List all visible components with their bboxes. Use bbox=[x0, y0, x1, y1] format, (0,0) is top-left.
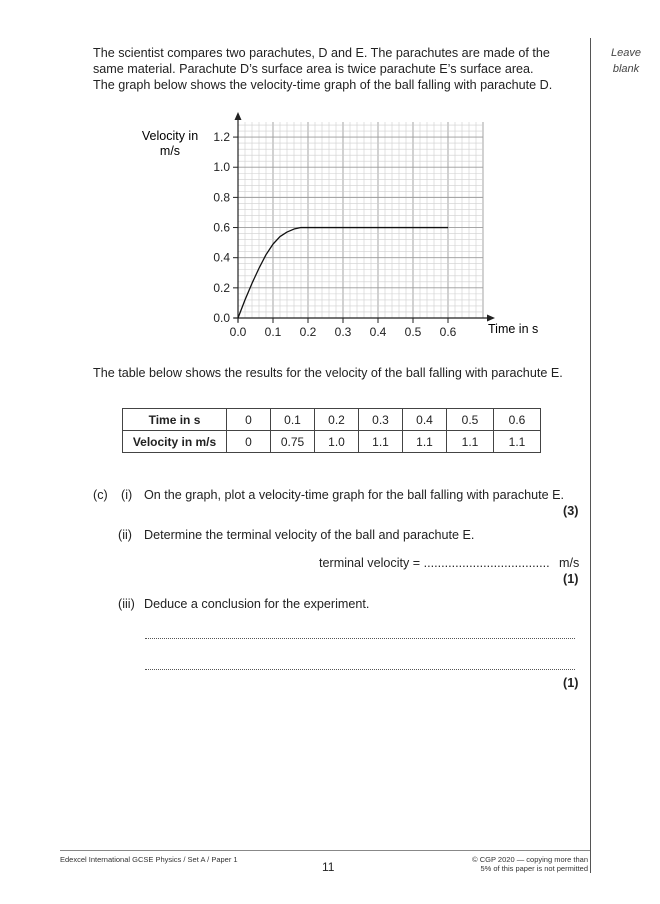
page-number: 11 bbox=[322, 860, 335, 874]
answer-line-1[interactable] bbox=[145, 637, 575, 639]
footer-right bbox=[440, 855, 588, 873]
velocity-cell: 1.1 bbox=[494, 431, 541, 453]
question-ii-label: (ii) bbox=[118, 528, 132, 542]
velocity-cell: 0 bbox=[227, 431, 271, 453]
time-cell: 0.2 bbox=[315, 409, 359, 431]
question-i-marks: (3) bbox=[563, 504, 579, 518]
leave-line-2: blank bbox=[612, 63, 640, 75]
table-row-velocity bbox=[123, 431, 541, 453]
margin-rule bbox=[590, 38, 591, 873]
leave-line-1: Leave bbox=[611, 47, 641, 59]
time-header: Time in s bbox=[123, 409, 227, 431]
time-cell: 0.5 bbox=[447, 409, 494, 431]
x-axis-arrow bbox=[487, 315, 495, 322]
velocity-cell: 1.1 bbox=[403, 431, 447, 453]
y-tick-label: 0.2 bbox=[213, 280, 230, 295]
x-tick-label: 0.0 bbox=[229, 325, 247, 339]
y-tick-label: 0.8 bbox=[213, 190, 230, 205]
question-ii-text: Determine the terminal velocity of the ball and parachute E. bbox=[144, 528, 475, 542]
y-axis-arrow bbox=[235, 112, 242, 120]
leave-blank-note bbox=[600, 45, 652, 77]
answer-line-2[interactable] bbox=[145, 668, 575, 670]
results-table bbox=[122, 408, 541, 453]
table-row-time bbox=[123, 409, 541, 431]
x-tick-label: 0.5 bbox=[404, 325, 422, 339]
question-i-label: (i) bbox=[121, 488, 133, 502]
time-cell: 0.6 bbox=[494, 409, 541, 431]
time-cell: 0.1 bbox=[271, 409, 315, 431]
question-iii-text: Deduce a conclusion for the experiment. bbox=[144, 597, 370, 611]
terminal-velocity-answer[interactable]: terminal velocity = .................................... bbox=[319, 556, 550, 570]
velocity-time-graph[interactable] bbox=[130, 110, 570, 345]
footer-right-line-2: 5% of this paper is not permitted bbox=[480, 864, 588, 873]
graph-grid bbox=[238, 122, 483, 318]
footer-left: Edexcel International GCSE Physics / Set A / Paper 1 bbox=[60, 855, 238, 864]
table-intro: The table below shows the results for the velocity of the ball falling with parachute E. bbox=[93, 366, 563, 380]
x-tick-label: 0.4 bbox=[369, 325, 387, 339]
intro-paragraph bbox=[93, 45, 588, 93]
terminal-velocity-unit: m/s bbox=[559, 556, 580, 570]
x-tick-label: 0.1 bbox=[264, 325, 282, 339]
velocity-cell: 1.1 bbox=[359, 431, 403, 453]
velocity-header: Velocity in m/s bbox=[123, 431, 227, 453]
velocity-cell: 0.75 bbox=[271, 431, 315, 453]
x-tick-label: 0.2 bbox=[299, 325, 317, 339]
y-tick-label: 0.6 bbox=[213, 220, 230, 235]
intro-line-1: The scientist compares two parachutes, D and E. The parachutes are made of the bbox=[93, 46, 550, 60]
x-tick-label: 0.3 bbox=[334, 325, 352, 339]
time-cell: 0.4 bbox=[403, 409, 447, 431]
y-tick-label: 0.4 bbox=[213, 250, 230, 265]
y-tick-label: 0.0 bbox=[213, 311, 230, 325]
time-cell: 0 bbox=[227, 409, 271, 431]
velocity-cell: 1.1 bbox=[447, 431, 494, 453]
x-axis-label: Time in s bbox=[488, 322, 539, 336]
question-c-label: (c) bbox=[93, 488, 108, 502]
question-iii-marks: (1) bbox=[563, 676, 579, 690]
intro-line-3: The graph below shows the velocity-time graph of the ball falling with parachute D. bbox=[93, 78, 553, 92]
time-cell: 0.3 bbox=[359, 409, 403, 431]
y-axis-label-line-2: m/s bbox=[159, 144, 181, 158]
x-tick-label: 0.6 bbox=[439, 325, 457, 339]
y-tick-label: 1.0 bbox=[213, 160, 230, 175]
footer-rule bbox=[60, 850, 590, 851]
question-ii-marks: (1) bbox=[563, 572, 579, 586]
intro-line-2: same material. Parachute D’s surface area is twice parachute E’s surface area. bbox=[93, 62, 534, 76]
y-axis-label-line-1: Velocity in bbox=[141, 129, 199, 143]
footer-right-line-1: © CGP 2020 — copying more than bbox=[472, 855, 588, 864]
question-i-text: On the graph, plot a velocity-time graph for the ball falling with parachute E. bbox=[144, 488, 565, 502]
question-iii-label: (iii) bbox=[118, 597, 135, 611]
velocity-cell: 1.0 bbox=[315, 431, 359, 453]
y-tick-label: 1.2 bbox=[213, 130, 230, 145]
